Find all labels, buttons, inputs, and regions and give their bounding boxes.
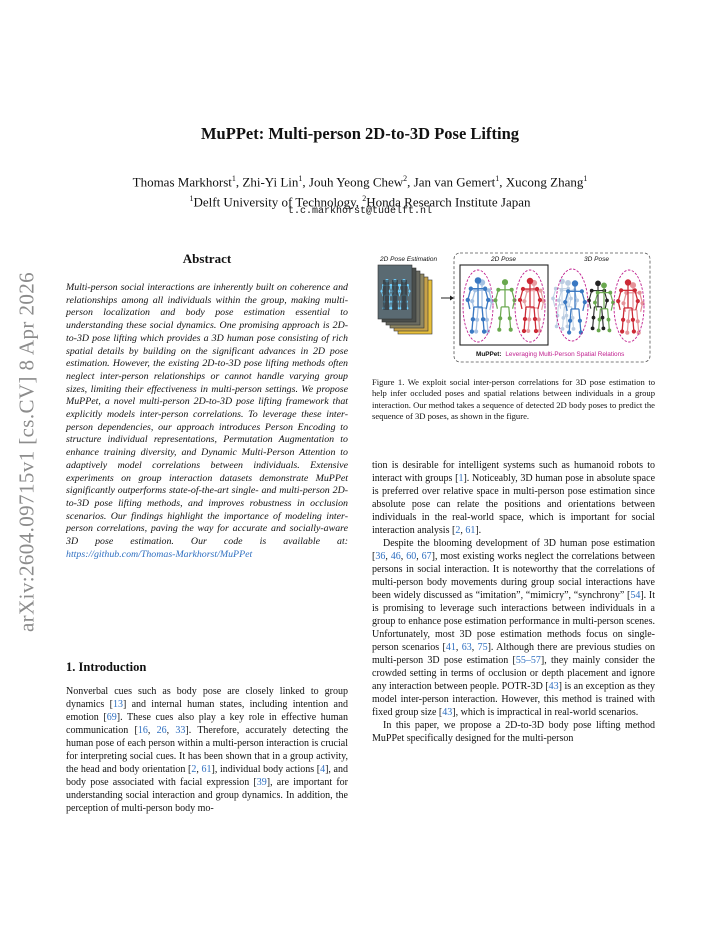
citation-link[interactable]: 61: [465, 525, 476, 536]
abstract-heading: Abstract: [182, 251, 232, 266]
citation-link[interactable]: 41: [445, 642, 456, 653]
citation-link[interactable]: 2: [191, 764, 197, 775]
citation-link[interactable]: 36: [375, 551, 386, 562]
citation-link[interactable]: 75: [477, 642, 488, 653]
paper-title: MuPPet: Multi-person 2D-to-3D Pose Lifting: [200, 124, 520, 143]
author-affiliation-mark: 1: [231, 174, 236, 183]
affiliation-name: Delft University of Technology: [193, 194, 356, 210]
affiliation-list: $^1$Delft University of Technology, $^2$Honda Research Institute Japan: [189, 194, 531, 210]
citation-link[interactable]: 61: [201, 764, 212, 775]
citation-link[interactable]: 67: [421, 551, 432, 562]
author-affiliation-mark: 1: [495, 174, 500, 183]
intro-paragraph: tion is desirable for intelligent systems such as humanoid robots to interact with groups [1]. Noticeably, 3D human pose in absolute space is preferred over relative space in multi-person pose estimation since absolute pose can relate the positions and orientations between individuals in the real-world space, which is important for social interaction analysis [2, 61].: [372, 460, 656, 536]
label-2d-pose: 2D Pose: [491, 256, 516, 263]
author-block: [0, 170, 720, 211]
arxiv-identifier: arXiv:2604.09715v1 [cs.CV] 8 Apr 2026: [14, 271, 39, 633]
abstract-body: [66, 282, 348, 561]
citation-link[interactable]: 46: [390, 551, 401, 562]
section-heading-introduction: 1. Introduction: [66, 660, 147, 674]
muppet-label: MuPPet:: [476, 351, 502, 358]
author-affiliation-mark: 2: [403, 174, 408, 183]
citation-link[interactable]: 39: [256, 777, 267, 788]
contact-email: t.c.markhorst@tudelft.nl: [287, 206, 433, 217]
intro-column-right: [372, 459, 655, 745]
intro-paragraph: In this paper, we propose a 2D-to-3D body pose lifting method MuPPet specifically designed for the multi-person: [372, 720, 655, 744]
affiliation-name: Honda Research Institute Japan: [366, 194, 531, 210]
relations-label: Leveraging Multi-Person Spatial Relations: [505, 351, 625, 358]
citation-link[interactable]: 16: [137, 725, 148, 736]
intro-column-left: [66, 685, 348, 815]
muppet-relations-label: [476, 351, 624, 358]
author-name: Thomas Markhorst: [132, 174, 232, 190]
label-2d-pose-estimation: 2D Pose Estimation: [380, 256, 438, 263]
citation-link[interactable]: 60: [406, 551, 417, 562]
figure-1: [374, 250, 655, 368]
citation-link[interactable]: 43: [442, 707, 453, 718]
affiliation-number: 1: [189, 194, 194, 204]
arrow-icon: [441, 296, 454, 301]
citation-link[interactable]: 1: [458, 473, 464, 484]
intro-paragraph: Nonverbal cues such as body pose are closely linked to group dynamics [13] and internal human states, including intention and emotion [69]. These cues also play a key role in effective human communication [16, 26, 33]. Therefore, accurately detecting the human pose of each person within a multi-person interaction is crucial for interpreting social cues. It has been shown that in a group activity, the head and body orientation [2, 61], individual body actions [4], and body pose associated with facial expression [39], are important for understanding social interaction and group dynamics. In addition, the perception of multi-person body mo-: [66, 686, 349, 814]
citation-link[interactable]: 54: [630, 590, 641, 601]
citation-link[interactable]: 55–57: [515, 655, 541, 666]
author-affiliation-mark: 1: [298, 174, 303, 183]
code-link[interactable]: https://github.com/Thomas-Markhorst/MuPPet: [66, 548, 253, 560]
citation-link[interactable]: 33: [175, 725, 186, 736]
citation-link[interactable]: 26: [156, 725, 167, 736]
citation-link[interactable]: 69: [106, 712, 117, 723]
label-3d-pose: 3D Pose: [584, 256, 609, 263]
arxiv-sidebar-stamp: [14, 262, 40, 642]
citation-link[interactable]: 4: [320, 764, 326, 775]
citation-link[interactable]: 2: [455, 525, 461, 536]
abstract-text: Multi-person social interactions are inherently built on coherence and relationships among all individuals within the group, making multi-person localization and body pose estimation essential to understanding these social dynamics. One promising approach is 2D-to-3D pose lifting which provides a 3D human pose consisting of rich spatial details by building on the significant advances in 2D pose estimation. However, the existing 2D-to-3D pose lifting methods often neglect inter-person relationships or cannot handle varying group sizes, limiting their effectiveness in multi-person settings. We propose MuPPet, a novel multi-person 2D-to-3D pose lifting framework that explicitly models inter-person correlations. To leverage these inter-person dependencies, our approach introduces Person Encoding to structure individual representations, Permutation Augmentation to enhance training diversity, and Dynamic Multi-Person Attention to adaptively model correlations between individuals. Extensive experiments on group interaction datasets demonstrate MuPPet significantly outperforms state-of-the-art single- and multi-person 2D-to-3D pose lifting methods, and improves robustness in occlusion scenarios. Our findings highlight the importance of modeling inter-person correlations, paving the way for accurate and socially-aware 3D pose estimation. Our code is available at:: [66, 282, 348, 548]
author-name: Zhi-Yi Lin: [242, 174, 299, 190]
citation-link[interactable]: 63: [461, 642, 472, 653]
author-affiliation-mark: 1: [583, 174, 588, 183]
figure-1-graphic: [374, 250, 655, 368]
video-frame-stack: [378, 265, 432, 334]
author-name: Jan van Gemert: [413, 174, 496, 190]
intro-paragraph: Despite the blooming development of 3D human pose estimation [36, 46, 60, 67], most existing works neglect the correlations between persons in social interaction. It is noteworthy that the correlations of multi-person body movements during group social interactions have been widely discussed as “imitation”, “mimicry”, “synchrony” [54]. It is promising to leverage such interactions between individuals in a group to enhance pose estimation performance in multi-person scenes. Unfortunately, most 3D pose estimation methods focus on single-person scenarios [41, 63, 75]. Although there are previous studies on multi-person 3D pose estimation [55–57], they mainly consider the crowded setting in terms of occlusion or depth placement and ignore any interaction between people. POTR-3D [43] is an exception as they model inter-person interaction. However, this method is trained with fixed group size [43], which is impractical in real-world scenarios.: [372, 538, 656, 718]
citation-link[interactable]: 43: [548, 681, 559, 692]
affiliation-number: 2: [362, 194, 367, 204]
figure-1-caption: Figure 1. We exploit social inter-person correlations for 3D pose estimation to help infer occluded poses and spatial relations between individuals in a group interaction. Our method takes a sequence of detected 2D body poses to predict the sequence of 3D poses, as shown in the figure.: [372, 377, 655, 421]
author-name: Jouh Yeong Chew: [308, 174, 404, 190]
citation-link[interactable]: 13: [112, 699, 123, 710]
author-list: Thomas Markhorst$^1$, Zhi-Yi Lin$^1$, Jouh Yeong Chew$^2$, Jan van Gemert$^1$, Xucong Zhang$^1$: [132, 174, 588, 190]
3d-pose-skeletons: [552, 279, 644, 334]
author-name: Xucong Zhang: [505, 174, 584, 190]
